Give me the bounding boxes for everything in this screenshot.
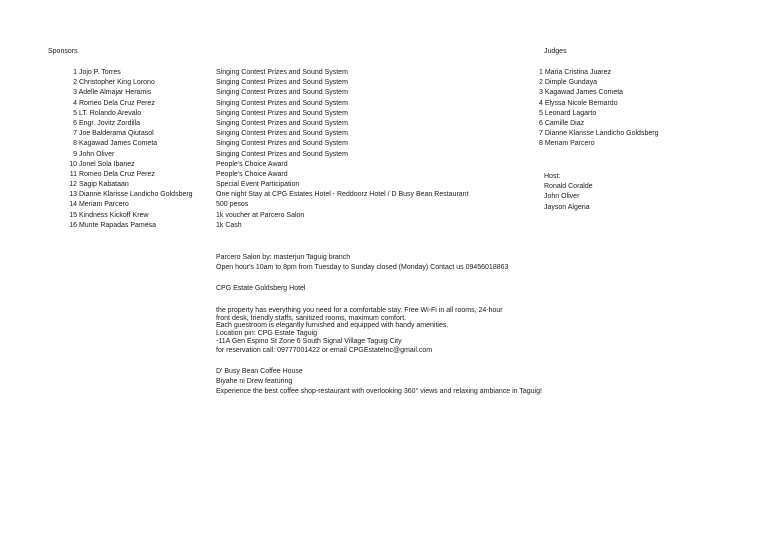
- sponsor-name: Jonel Sola Ibanez: [78, 160, 135, 168]
- prize-item: Singing Contest Prizes and Sound System: [216, 130, 348, 138]
- busybean-block: [216, 367, 542, 398]
- cpg-line: -11A Gen Espino St Zone 6 South Signal Village Taguig City: [216, 337, 402, 345]
- busybean-line: Experience the best coffee shop-restaurant with overlooking 360° views and relaxing ambiance in Taguig!: [216, 388, 542, 396]
- parcero-block: [216, 253, 508, 273]
- sponsor-name: Jojo P. Torres: [78, 69, 121, 76]
- list-item: [62, 170, 242, 180]
- prize-item: Singing Contest Prizes and Sound System: [216, 109, 348, 117]
- list-item: [62, 150, 242, 160]
- prize-item: People's Choice Award: [216, 160, 288, 168]
- host-item: John Oliver: [544, 193, 580, 201]
- prize-item: Singing Contest Prizes and Sound System: [216, 99, 348, 107]
- prize-item: Singing Contest Prizes and Sound System: [216, 79, 348, 87]
- list-item: [62, 200, 242, 210]
- cpg-reservation: for reservation call: 09777001422 or email CPGEstateInc@gmail.com: [216, 347, 433, 354]
- cpg-line: front desk, friendly staffs, sanitized rooms, maximum comfort.: [216, 314, 407, 322]
- judges-list: [539, 68, 658, 150]
- sponsor-name: Adelle Almajar Heramis: [78, 89, 152, 97]
- prize-item: One night Stay at CPG Estates Hotel - Reddoorz Hotel / D Busy Bean Restaurant: [216, 191, 469, 199]
- sponsor-name: Dianne Klarisse Landicho Goldsberg: [78, 191, 193, 199]
- sponsor-number: 15: [69, 211, 77, 219]
- sponsor-name: Romeo Dela Cruz Perez: [78, 99, 155, 107]
- prize-list: [216, 68, 469, 231]
- judge-item: 8 Meriam Parcero: [539, 140, 595, 148]
- prize-item: Singing Contest Prizes and Sound System: [216, 140, 348, 148]
- parcero-hours: Open hour's 10am to 8pm from Tuesday to Sunday closed (Monday) Contact us 09456018863: [216, 264, 509, 272]
- list-item: [62, 221, 242, 231]
- sponsor-name: Meriam Parcero: [78, 201, 129, 209]
- sponsor-list: [62, 68, 242, 231]
- sponsor-name: Kagawad James Cometa: [78, 140, 158, 148]
- cpg-description: [216, 307, 503, 345]
- hosts-block: [544, 172, 593, 213]
- sponsor-number: 8: [73, 140, 77, 148]
- sponsor-name: LT. Rolando Arevalo: [78, 109, 142, 117]
- sponsor-name: Kindness Kickoff Krew: [78, 211, 149, 219]
- prize-item: 500 pesos: [216, 201, 249, 209]
- list-item: [62, 119, 242, 129]
- host-item: Jayson Algeria: [544, 203, 590, 211]
- judge-item: 1 Maria Cristina Juarez: [539, 69, 611, 76]
- sponsor-number: 5: [73, 109, 77, 117]
- cpg-title: CPG Estate Goldsberg Hotel: [216, 285, 306, 292]
- list-item: [62, 109, 242, 119]
- cpg-line: Location pin: CPG Estate Taguig: [216, 330, 318, 338]
- sponsor-number: 16: [69, 221, 77, 229]
- list-item: [62, 78, 242, 88]
- list-item: [62, 180, 242, 190]
- sponsors-header: Sponsors: [48, 48, 78, 55]
- busybean-title: D' Busy Bean Coffee House: [216, 368, 303, 375]
- judge-item: 7 Dianne Klarisse Landicho Goldsberg: [539, 130, 659, 138]
- prize-item: People's Choice Award: [216, 170, 288, 178]
- list-item: [62, 160, 242, 170]
- busybean-line: Biyahe ni Drew featuring: [216, 378, 293, 386]
- parcero-line: Parcero Salon by: masterjun Taguig branch: [216, 254, 351, 261]
- prize-item: Singing Contest Prizes and Sound System: [216, 150, 348, 158]
- sponsor-number: 1: [73, 69, 77, 76]
- list-item: [62, 139, 242, 149]
- prize-item: Special Event Participation: [216, 181, 300, 189]
- list-item: [62, 129, 242, 139]
- judge-item: 3 Kagawad James Cometa: [539, 89, 624, 97]
- sponsor-number: 12: [69, 181, 77, 189]
- sponsor-name: Engr. Jovitz Zordilla: [78, 119, 141, 127]
- sponsor-number: 9: [73, 150, 77, 158]
- prize-item: Singing Contest Prizes and Sound System: [216, 119, 348, 127]
- judges-header: Judges: [544, 48, 567, 55]
- prize-item: Singing Contest Prizes and Sound System: [216, 69, 348, 76]
- sponsor-name: Joe Balderama Qiutasol: [78, 130, 154, 138]
- judge-item: 4 Elyssa Nicole Bernardo: [539, 99, 618, 107]
- sponsor-name: John Oliver: [78, 150, 115, 158]
- sponsor-name: Romeo Dela Cruz Perez: [78, 170, 155, 178]
- sponsor-number: 10: [69, 160, 77, 168]
- sponsor-number: 14: [69, 201, 77, 209]
- host-item: Ronald Coralde: [544, 183, 593, 191]
- judge-item: 5 Leonard Lagarto: [539, 109, 597, 117]
- judge-item: 2 Dimple Gundaya: [539, 79, 597, 87]
- list-item: [62, 68, 242, 78]
- sponsor-number: 11: [69, 170, 77, 178]
- sponsor-number: 4: [73, 99, 77, 107]
- sponsor-number: 3: [73, 89, 77, 97]
- sponsor-number: 13: [69, 191, 77, 199]
- prize-item: 1k Cash: [216, 221, 242, 229]
- sponsor-number: 2: [73, 79, 77, 87]
- list-item: [62, 88, 242, 98]
- sponsor-number: 6: [73, 119, 77, 127]
- list-item: [62, 211, 242, 221]
- sponsor-name: Sagip Kabataan: [78, 181, 129, 189]
- cpg-line: Each guestroom is elegantly furnished and equipped with handy amenities.: [216, 322, 449, 330]
- sponsor-name: Munte Rapadas Pamesa: [78, 221, 156, 229]
- prize-item: Singing Contest Prizes and Sound System: [216, 89, 348, 97]
- list-item: [62, 99, 242, 109]
- judge-item: 6 Camille Diaz: [539, 119, 585, 127]
- sponsor-name: Christopher King Lorono: [78, 79, 155, 87]
- host-label: Host:: [544, 173, 561, 180]
- prize-item: 1k voucher at Parcero Salon: [216, 211, 305, 219]
- cpg-line: the property has everything you need for a comfortable stay. Free Wi-Fi in all rooms, 24-hour: [216, 307, 503, 314]
- sponsor-number: 7: [73, 130, 77, 138]
- list-item: [62, 190, 242, 200]
